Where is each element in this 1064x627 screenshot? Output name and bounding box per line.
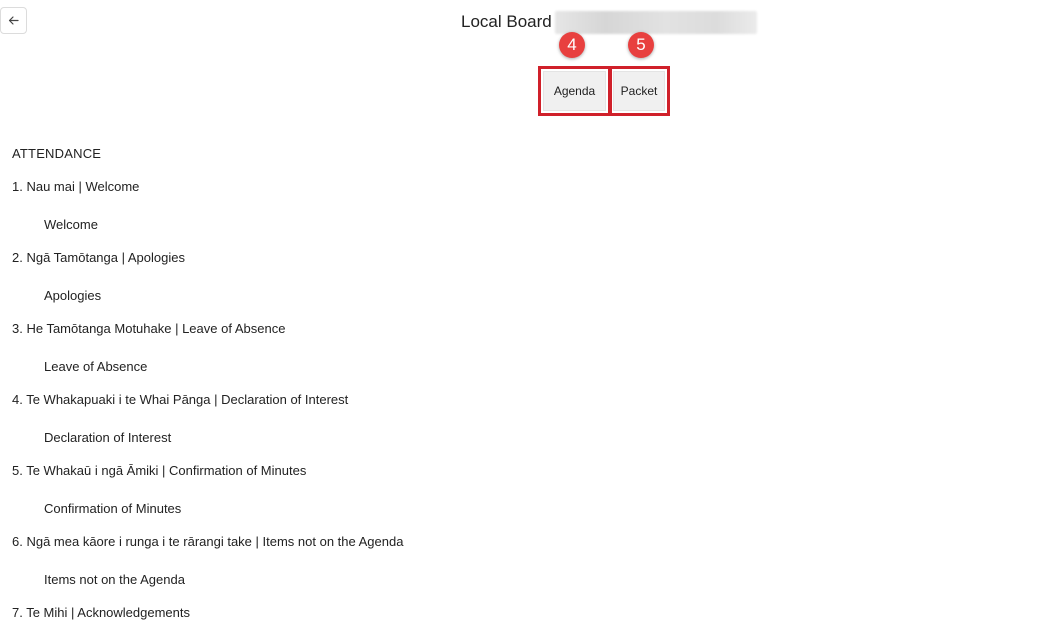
step-marker-agenda: 4 <box>559 32 585 58</box>
agenda-highlight-box <box>538 66 611 116</box>
arrow-left-icon <box>8 15 19 26</box>
agenda-item-subtitle: Confirmation of Minutes <box>44 501 182 516</box>
step-marker-packet: 5 <box>628 32 654 58</box>
page-title-wrap <box>461 10 757 34</box>
agenda-item-title[interactable]: 3. He Tamōtanga Motuhake | Leave of Absence <box>12 321 286 336</box>
agenda-item-subtitle: Declaration of Interest <box>44 430 172 445</box>
agenda-item-subtitle: Leave of Absence <box>44 359 148 374</box>
agenda-item-subtitle: Apologies <box>44 288 102 303</box>
packet-button[interactable]: Packet <box>613 71 665 111</box>
agenda-item-title[interactable]: 7. Te Mihi | Acknowledgements <box>12 605 191 620</box>
page-title: Local Board <box>461 12 552 31</box>
section-heading: ATTENDANCE <box>12 146 102 161</box>
agenda-item-title[interactable]: 5. Te Whakaū i ngā Āmiki | Confirmation of Minutes <box>12 463 307 478</box>
agenda-item-title[interactable]: 4. Te Whakapuaki i te Whai Pānga | Declaration of Interest <box>12 392 349 407</box>
agenda-item-title[interactable]: 6. Ngā mea kāore i runga i te rārangi take | Items not on the Agenda <box>12 534 404 549</box>
agenda-item-subtitle: Welcome <box>44 217 98 232</box>
packet-highlight-box <box>609 66 670 116</box>
agenda-item-title[interactable]: 2. Ngā Tamōtanga | Apologies <box>12 250 185 265</box>
redacted-title-suffix <box>555 11 757 34</box>
agenda-button[interactable]: Agenda <box>543 71 606 111</box>
back-button[interactable] <box>0 7 27 34</box>
agenda-item-title[interactable]: 1. Nau mai | Welcome <box>12 179 140 194</box>
agenda-list <box>12 145 1052 622</box>
agenda-item-subtitle: Items not on the Agenda <box>44 572 185 587</box>
